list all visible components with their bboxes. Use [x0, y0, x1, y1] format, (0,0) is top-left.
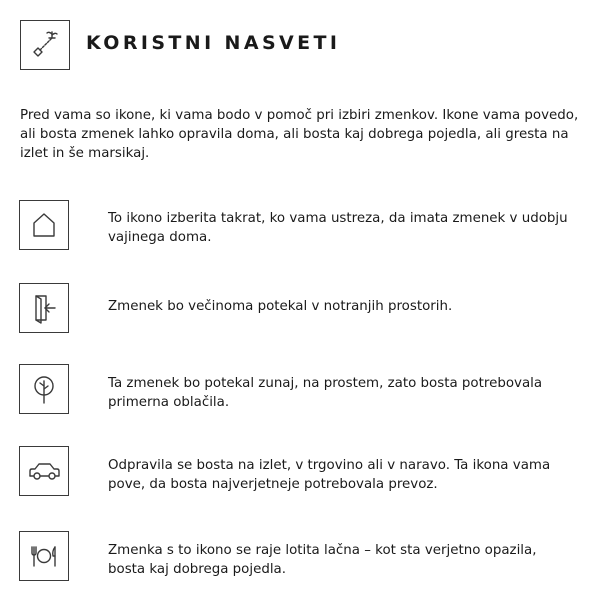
- door-enter-icon: [26, 290, 62, 326]
- tree-icon-box: [19, 364, 69, 414]
- car-icon: [25, 453, 63, 489]
- entry-indoor-text: Zmenek bo večinoma potekal v notranjih prostorih.: [108, 299, 453, 314]
- intro-paragraph: Pred vama so ikone, ki vama bodo v pomoč pri izbiri zmenkov. Ikone vama povedo, ali bosta zmenek lahko opravila doma, ali bosta kaj dobrega pojedla, ali gresta na izlet in še marsikaj.: [20, 108, 579, 161]
- shovel-sprout-icon: [25, 25, 65, 65]
- page-title: KORISTNI NASVETI: [86, 32, 341, 54]
- door-enter-icon-box: [19, 283, 69, 333]
- tree-icon: [26, 371, 62, 407]
- entry-outdoor-text: Ta zmenek bo potekal zunaj, na prostem, zato bosta potrebovala primerna oblačila.: [108, 376, 543, 410]
- home-icon: [26, 207, 62, 243]
- entry-home-text: To ikono izberita takrat, ko vama ustreza, da imata zmenek v udobju vajinega doma.: [108, 211, 568, 245]
- shovel-sprout-icon-box: [20, 20, 70, 70]
- entry-trip-text: Odpravila se bosta na izlet, v trgovino ali v naravo. Ta ikona vama pove, da bosta najverjetneje potrebovala prevoz.: [108, 458, 551, 492]
- fork-plate-knife-icon-box: [19, 531, 69, 581]
- entry-food-text: Zmenka s to ikono se raje lotita lačna – kot sta verjetno opazila, bosta kaj dobrega pojedla.: [108, 543, 537, 577]
- car-icon-box: [19, 446, 69, 496]
- home-icon-box: [19, 200, 69, 250]
- fork-plate-knife-icon: [25, 538, 63, 574]
